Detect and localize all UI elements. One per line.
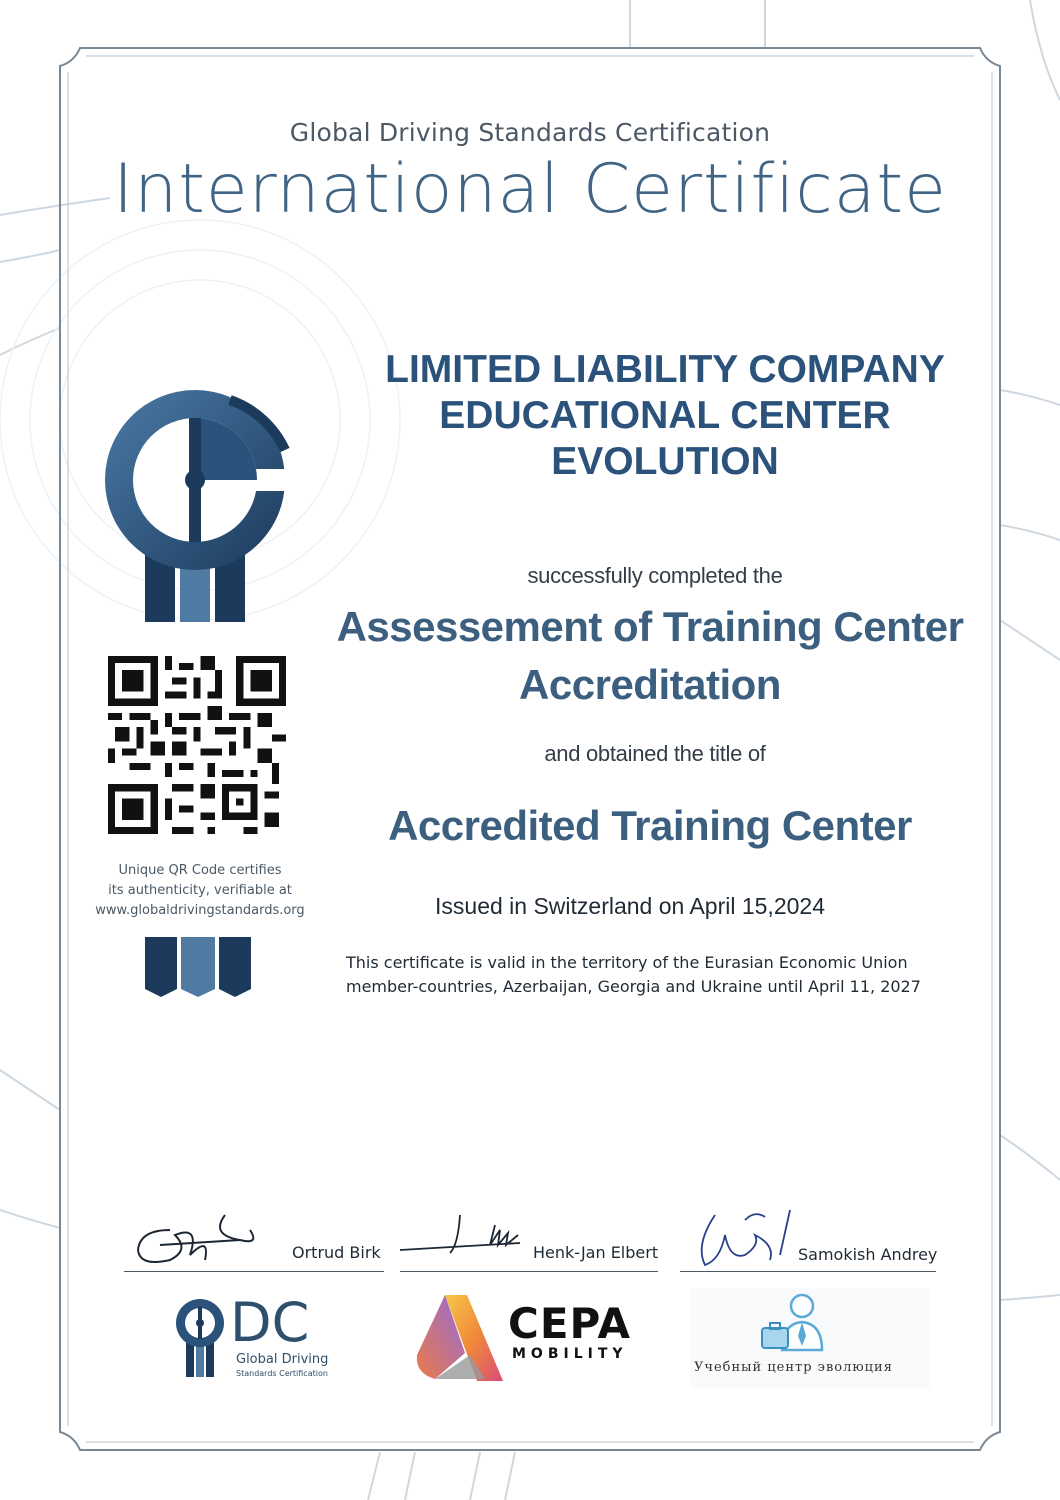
qr-caption-link[interactable]: www.globaldrivingstandards.org: [95, 903, 305, 918]
signature-henk-jan-elbert: [400, 1205, 550, 1265]
qr-caption-line: Unique QR Code certifies: [118, 863, 282, 878]
signature-ortrud-birk: [130, 1195, 270, 1275]
recipient-line: EVOLUTION: [551, 440, 779, 483]
signature-line: [124, 1271, 384, 1272]
validity-line: This certificate is valid in the territory of the Eurasian Economic Union: [346, 953, 908, 972]
validity-statement: [346, 951, 966, 999]
completed-text: successfully completed the: [527, 563, 783, 588]
recipient-name: [345, 347, 985, 485]
signer-name: Henk-Jan Elbert: [533, 1243, 659, 1262]
signature-line: [680, 1271, 936, 1272]
gdc-logo-icon: [174, 1297, 226, 1379]
obtained-text: and obtained the title of: [544, 741, 766, 766]
issued-date: Issued in Switzerland on April 15,2024: [435, 893, 825, 919]
program-line: Accreditation: [519, 661, 781, 708]
issuer-subtitle: Global Driving Standards Certification: [289, 118, 771, 147]
recipient-line: EDUCATIONAL CENTER: [439, 394, 891, 437]
evolution-text: Учебный центр эволюция: [694, 1360, 893, 1375]
program-name: [320, 598, 980, 714]
certificate-title: International Certificate: [113, 150, 947, 229]
recipient-line: LIMITED LIABILITY COMPANY: [385, 348, 945, 391]
gdc-line-2: Standards Certification: [236, 1369, 328, 1378]
cepa-logo-icon: [415, 1293, 505, 1383]
program-line: Assessement of Training Center: [336, 603, 964, 650]
ribbon-icon: [145, 937, 251, 999]
qr-caption-line: its authenticity, verifiable at: [108, 883, 292, 898]
gdc-letters: DC: [230, 1291, 310, 1354]
signature-line: [400, 1271, 658, 1272]
teacher-icon: [760, 1292, 830, 1354]
signer-name: Samokish Andrey: [798, 1245, 938, 1264]
gdc-line-1: Global Driving: [236, 1352, 329, 1367]
qr-code-icon[interactable]: [108, 656, 286, 834]
signature-samokish-andrey: [685, 1205, 800, 1280]
awarded-title: Accredited Training Center: [388, 802, 912, 849]
cepa-sub: MOBILITY: [512, 1346, 628, 1362]
validity-line: member-countries, Azerbaijan, Georgia and Ukraine until April 11, 2027: [346, 977, 921, 996]
signer-name: Ortrud Birk: [292, 1243, 381, 1262]
gds-emblem-icon: [100, 380, 300, 625]
cepa-name: CEPA: [508, 1299, 631, 1348]
qr-caption: [80, 861, 320, 921]
